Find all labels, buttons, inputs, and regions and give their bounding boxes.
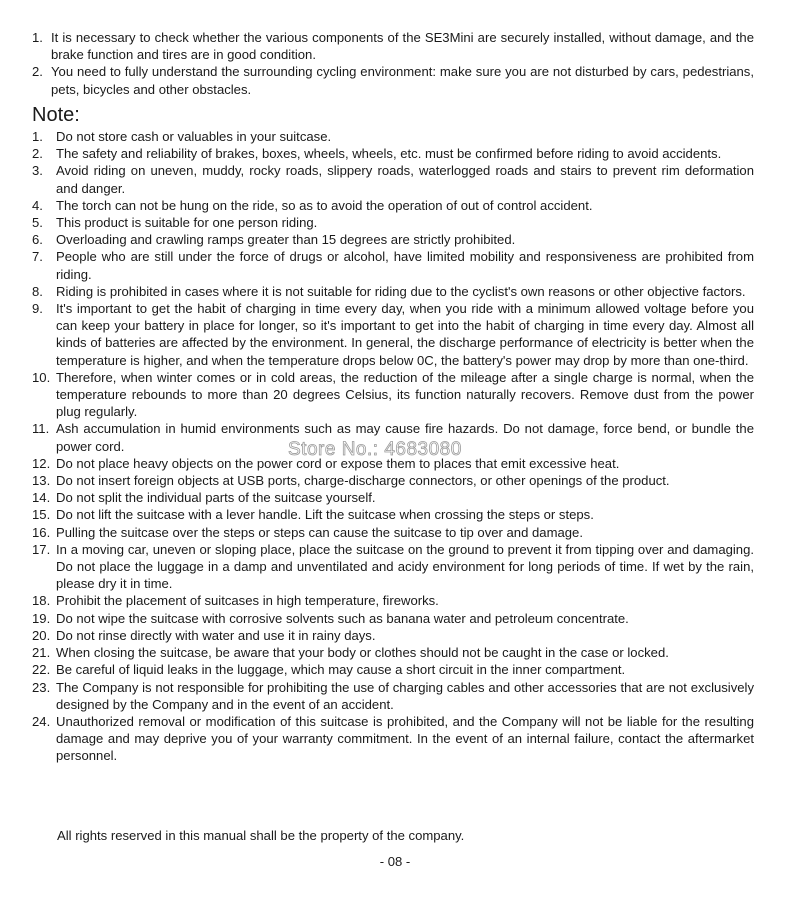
item-number: 14. (32, 490, 51, 506)
item-text: Be careful of liquid leaks in the luggage, which may cause a short circuit in the inner compartment. (56, 662, 626, 678)
item-number: 24. (32, 713, 51, 729)
item-text: The torch can not be hung on the ride, so as to avoid the operation of out of control accident. (56, 197, 593, 213)
item-text: Do not place heavy objects on the power cord or expose them to places that emit excessive heat. (56, 455, 620, 471)
note-item (32, 197, 754, 214)
item-text: Avoid riding on uneven, muddy, rocky roads, slippery roads, waterlogged roads and stairs to prevent rim deformation and danger. (56, 163, 754, 196)
item-text: Riding is prohibited in cases where it is not suitable for riding due to the cyclist's own reasons or other objective factors. (56, 283, 746, 299)
item-number: 5. (32, 215, 43, 231)
note-item (32, 231, 754, 248)
copyright-notice: All rights reserved in this manual shall be the property of the company. (57, 828, 465, 843)
item-text: It is necessary to check whether the various components of the SE3Mini are securely installed, without damage, and the brake function and tires are in good condition. (51, 30, 754, 63)
note-item (32, 248, 754, 282)
note-item (32, 128, 754, 145)
item-number: 18. (32, 593, 51, 609)
item-number: 8. (32, 283, 43, 299)
note-item (32, 420, 754, 454)
note-item (32, 627, 754, 644)
item-text: When closing the suitcase, be aware that your body or clothes should not be caught in the case or locked. (56, 645, 669, 661)
note-item (32, 541, 754, 593)
item-number: 1. (32, 30, 43, 45)
item-text: You need to fully understand the surrounding cycling environment: make sure you are not disturbed by cars, pedestrians, pets, bicycles and other obstacles. (51, 64, 754, 97)
item-text: Therefore, when winter comes or in cold areas, the reduction of the mileage after a single charge is normal, when the temperature rebounds to more than 20 degrees Celsius, its function naturally recovers. Remove dust from the power plug regularly. (56, 369, 754, 420)
item-number: 9. (32, 301, 43, 317)
item-number: 20. (32, 627, 51, 643)
note-item (32, 592, 754, 609)
note-heading: Note: (32, 104, 80, 126)
item-text: Do not insert foreign objects at USB ports, charge-discharge connectors, or other openings of the product. (56, 473, 670, 489)
item-text: Do not rinse directly with water and use it in rainy days. (56, 627, 376, 643)
item-number: 16. (32, 524, 51, 540)
item-number: 21. (32, 645, 51, 661)
item-number: 13. (32, 473, 51, 489)
note-item (32, 162, 754, 196)
item-number: 2. (32, 64, 43, 80)
item-text: Ash accumulation in humid environments such as may cause fire hazards. Do not damage, force bend, or bundle the power cord. (56, 421, 754, 454)
item-text: Prohibit the placement of suitcases in high temperature, fireworks. (56, 593, 439, 609)
item-text: Do not wipe the suitcase with corrosive solvents such as banana water and petroleum concentrate. (56, 610, 629, 626)
item-number: 11. (32, 421, 50, 437)
note-item (32, 661, 754, 678)
item-text: Overloading and crawling ramps greater than 15 degrees are strictly prohibited. (56, 232, 516, 248)
item-number: 3. (32, 163, 43, 179)
page-number: - 08 - (379, 854, 411, 869)
item-text: The safety and reliability of brakes, boxes, wheels, wheels, etc. must be confirmed before riding to avoid accidents. (56, 146, 722, 162)
checklist-item (32, 63, 754, 97)
item-text: The Company is not responsible for prohibiting the use of charging cables and other accessories that are not exclusively designed by the Company and in the event of an accident. (56, 679, 754, 712)
item-number: 10. (32, 369, 51, 385)
note-item (32, 506, 754, 523)
note-item (32, 489, 754, 506)
item-text: Unauthorized removal or modification of this suitcase is prohibited, and the Company will not be liable for the resulting damage and may deprive you of your warranty commitment. In the event of an internal failure, contact the aftermarket personnel. (56, 713, 754, 764)
item-number: 17. (32, 541, 51, 557)
item-number: 2. (32, 146, 43, 162)
note-list (32, 128, 754, 765)
item-text: People who are still under the force of drugs or alcohol, have limited mobility and responsiveness are prohibited from riding. (56, 249, 754, 282)
item-number: 22. (32, 662, 51, 678)
item-text: Do not split the individual parts of the suitcase yourself. (56, 490, 376, 506)
item-number: 6. (32, 232, 43, 248)
note-item (32, 610, 754, 627)
note-item (32, 214, 754, 231)
note-item (32, 300, 754, 369)
item-number: 1. (32, 129, 43, 144)
pre-ride-checklist (32, 29, 754, 98)
note-item (32, 679, 754, 713)
note-item (32, 455, 754, 472)
item-number: 12. (32, 455, 51, 471)
item-text: It's important to get the habit of charging in time every day, when you ride with a minimum allowed voltage before you can keep your battery in place for longer, so it's important to get into the habit of charging in time every day. Almost all kinds of batteries are affected by the environment. In general, the discharge performance of electricity is better when the temperature is higher, and when the temperature drops below 0C, the battery's power may drop by more than one-third. (56, 301, 754, 368)
note-item (32, 145, 754, 162)
note-item (32, 369, 754, 421)
note-item (32, 644, 754, 661)
note-item (32, 472, 754, 489)
item-number: 15. (32, 507, 51, 523)
item-text: Do not store cash or valuables in your suitcase. (56, 129, 332, 144)
note-item (32, 283, 754, 300)
item-text: Pulling the suitcase over the steps or steps can cause the suitcase to tip over and damage. (56, 524, 583, 540)
note-item (32, 524, 754, 541)
item-text: This product is suitable for one person riding. (56, 215, 318, 231)
store-watermark: Store No.: 4683080 (288, 439, 462, 460)
item-number: 23. (32, 679, 51, 695)
item-text: Do not lift the suitcase with a lever handle. Lift the suitcase when crossing the steps or steps. (56, 507, 594, 523)
note-item (32, 713, 754, 765)
item-number: 7. (32, 249, 43, 265)
item-number: 4. (32, 197, 43, 213)
item-number: 19. (32, 610, 51, 626)
item-text: In a moving car, uneven or sloping place, place the suitcase on the ground to prevent it from tipping over and damaging. Do not place the luggage in a damp and unventilated and acidy environment for long periods of time. If wet by the rain, please dry it in time. (56, 541, 754, 592)
checklist-item (32, 29, 754, 63)
